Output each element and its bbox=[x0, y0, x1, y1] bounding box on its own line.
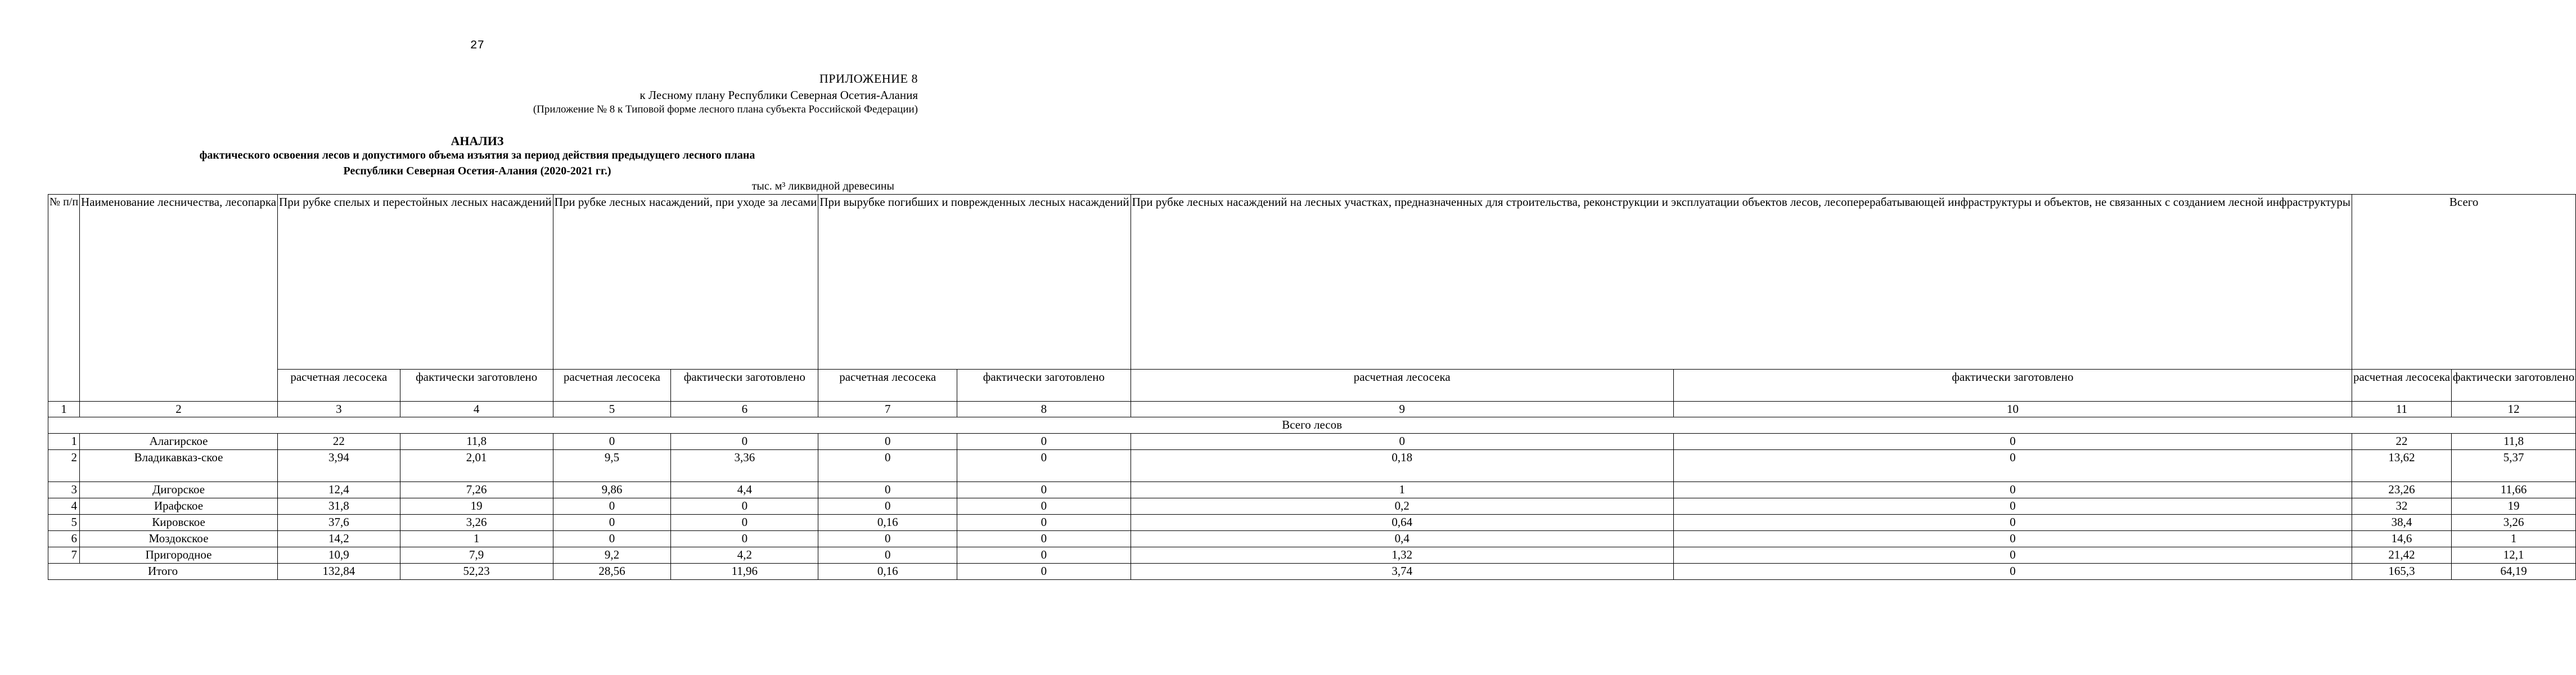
value-cell: 4,2 bbox=[671, 547, 818, 564]
value-cell: 13,62 bbox=[2352, 450, 2452, 482]
header-group-construction: При рубке лесных насаждений на лесных участках, предназначенных для строительства, реконструкции и эксплуатации объектов лесов, лесоперерабатывающей инфраструктуры и объектов, не связанных с созданием лесной инфраструктуры bbox=[1131, 195, 2352, 370]
value-cell: 37,6 bbox=[278, 515, 400, 531]
value-cell: 0 bbox=[671, 434, 818, 450]
forestry-name: Алагирское bbox=[80, 434, 278, 450]
header-calc: расчетная лесосека bbox=[1131, 370, 1673, 402]
table-row bbox=[48, 498, 2576, 515]
value-cell: 0 bbox=[818, 450, 957, 482]
column-number: 4 bbox=[400, 402, 553, 417]
value-cell: 4,4 bbox=[671, 482, 818, 498]
value-cell: 22 bbox=[2352, 434, 2452, 450]
header-num: № п/п bbox=[48, 195, 80, 402]
value-cell: 0,4 bbox=[1131, 531, 1673, 547]
total-value-cell: 0 bbox=[1673, 564, 2352, 580]
total-value-cell: 28,56 bbox=[553, 564, 671, 580]
column-number-row bbox=[48, 402, 2576, 417]
value-cell: 0 bbox=[1673, 515, 2352, 531]
total-value-cell: 52,23 bbox=[400, 564, 553, 580]
column-number: 10 bbox=[1673, 402, 2352, 417]
document-subtitle-1: фактического освоения лесов и допустимого объема изъятия за период действия предыдущего лесного плана bbox=[199, 149, 755, 161]
value-cell: 19 bbox=[400, 498, 553, 515]
header-group-damaged: При вырубке погибших и поврежденных лесных насаждений bbox=[818, 195, 1131, 370]
forestry-name: Владикавказ-ское bbox=[80, 450, 278, 482]
value-cell: 9,86 bbox=[553, 482, 671, 498]
column-number: 9 bbox=[1131, 402, 1673, 417]
column-number: 3 bbox=[278, 402, 400, 417]
header-actual: фактически заготовлено bbox=[2452, 370, 2576, 402]
value-cell: 9,2 bbox=[553, 547, 671, 564]
value-cell: 0 bbox=[1673, 498, 2352, 515]
value-cell: 7,9 bbox=[400, 547, 553, 564]
value-cell: 0,18 bbox=[1131, 450, 1673, 482]
header-actual: фактически заготовлено bbox=[957, 370, 1131, 402]
table-row bbox=[48, 515, 2576, 531]
value-cell: 0 bbox=[957, 531, 1131, 547]
value-cell: 0 bbox=[671, 498, 818, 515]
forestry-name: Кировское bbox=[80, 515, 278, 531]
page-number: 27 bbox=[470, 39, 485, 52]
value-cell: 11,66 bbox=[2452, 482, 2576, 498]
value-cell: 0,2 bbox=[1131, 498, 1673, 515]
value-cell: 0 bbox=[553, 515, 671, 531]
value-cell: 31,8 bbox=[278, 498, 400, 515]
header-group-care: При рубке лесных насаждений, при уходе за лесами bbox=[553, 195, 818, 370]
row-number: 5 bbox=[48, 515, 80, 531]
header-calc: расчетная лесосека bbox=[553, 370, 671, 402]
row-number: 4 bbox=[48, 498, 80, 515]
column-number: 8 bbox=[957, 402, 1131, 417]
forestry-name: Ирафское bbox=[80, 498, 278, 515]
total-value-cell: 0 bbox=[957, 564, 1131, 580]
value-cell: 2,01 bbox=[400, 450, 553, 482]
forestry-name: Дигорское bbox=[80, 482, 278, 498]
column-number: 6 bbox=[671, 402, 818, 417]
total-label: Итого bbox=[48, 564, 278, 580]
table-row bbox=[48, 547, 2576, 564]
total-value-cell: 11,96 bbox=[671, 564, 818, 580]
column-number: 11 bbox=[2352, 402, 2452, 417]
value-cell: 21,42 bbox=[2352, 547, 2452, 564]
value-cell: 12,4 bbox=[278, 482, 400, 498]
total-value-cell: 64,19 bbox=[2452, 564, 2576, 580]
row-number: 2 bbox=[48, 450, 80, 482]
value-cell: 0 bbox=[1673, 434, 2352, 450]
value-cell: 0 bbox=[1673, 547, 2352, 564]
document-subtitle-2: Республики Северная Осетия-Алания (2020-2021 гг.) bbox=[343, 165, 611, 177]
value-cell: 0 bbox=[671, 515, 818, 531]
value-cell: 1,32 bbox=[1131, 547, 1673, 564]
value-cell: 0 bbox=[957, 515, 1131, 531]
units-label: тыс. м³ ликвидной древесины bbox=[751, 180, 894, 192]
value-cell: 0 bbox=[818, 434, 957, 450]
total-value-cell: 3,74 bbox=[1131, 564, 1673, 580]
value-cell: 22 bbox=[278, 434, 400, 450]
value-cell: 3,94 bbox=[278, 450, 400, 482]
total-value-cell: 132,84 bbox=[278, 564, 400, 580]
value-cell: 1 bbox=[2452, 531, 2576, 547]
analysis-table bbox=[48, 194, 2576, 580]
value-cell: 14,2 bbox=[278, 531, 400, 547]
total-value-cell: 0,16 bbox=[818, 564, 957, 580]
value-cell: 0 bbox=[1673, 482, 2352, 498]
row-number: 3 bbox=[48, 482, 80, 498]
value-cell: 0 bbox=[818, 547, 957, 564]
value-cell: 3,26 bbox=[2452, 515, 2576, 531]
value-cell: 0 bbox=[1673, 531, 2352, 547]
value-cell: 0 bbox=[553, 434, 671, 450]
value-cell: 0 bbox=[818, 531, 957, 547]
row-number: 7 bbox=[48, 547, 80, 564]
row-number: 1 bbox=[48, 434, 80, 450]
value-cell: 7,26 bbox=[400, 482, 553, 498]
value-cell: 0 bbox=[818, 482, 957, 498]
value-cell: 0 bbox=[553, 498, 671, 515]
value-cell: 23,26 bbox=[2352, 482, 2452, 498]
header-calc: расчетная лесосека bbox=[278, 370, 400, 402]
value-cell: 9,5 bbox=[553, 450, 671, 482]
value-cell: 10,9 bbox=[278, 547, 400, 564]
header-actual: фактически заготовлено bbox=[400, 370, 553, 402]
value-cell: 19 bbox=[2452, 498, 2576, 515]
value-cell: 0,64 bbox=[1131, 515, 1673, 531]
header-actual: фактически заготовлено bbox=[671, 370, 818, 402]
value-cell: 3,36 bbox=[671, 450, 818, 482]
value-cell: 0,16 bbox=[818, 515, 957, 531]
total-value-cell: 165,3 bbox=[2352, 564, 2452, 580]
value-cell: 11,8 bbox=[2452, 434, 2576, 450]
appendix-line2: (Приложение № 8 к Типовой форме лесного плана субъекта Российской Федерации) bbox=[533, 104, 918, 115]
document-title: АНАЛИЗ bbox=[451, 134, 504, 148]
total-row bbox=[48, 564, 2576, 580]
appendix-title: ПРИЛОЖЕНИЕ 8 bbox=[819, 71, 918, 86]
column-number: 5 bbox=[553, 402, 671, 417]
value-cell: 0 bbox=[1673, 450, 2352, 482]
value-cell: 3,26 bbox=[400, 515, 553, 531]
header-calc: расчетная лесосека bbox=[2352, 370, 2452, 402]
column-number: 2 bbox=[80, 402, 278, 417]
table-row bbox=[48, 450, 2576, 482]
header-group-mature: При рубке спелых и перестойных лесных насаждений bbox=[278, 195, 553, 370]
value-cell: 0 bbox=[818, 498, 957, 515]
forestry-name: Пригородное bbox=[80, 547, 278, 564]
column-number: 7 bbox=[818, 402, 957, 417]
value-cell: 0 bbox=[671, 531, 818, 547]
column-number: 12 bbox=[2452, 402, 2576, 417]
appendix-line1: к Лесному плану Республики Северная Осетия-Алания bbox=[640, 88, 918, 102]
value-cell: 14,6 bbox=[2352, 531, 2452, 547]
value-cell: 0 bbox=[957, 498, 1131, 515]
section-title: Всего лесов bbox=[48, 417, 2576, 434]
header-actual: фактически заготовлено bbox=[1673, 370, 2352, 402]
value-cell: 0 bbox=[957, 434, 1131, 450]
value-cell: 0 bbox=[1131, 434, 1673, 450]
value-cell: 0 bbox=[957, 482, 1131, 498]
table-row bbox=[48, 434, 2576, 450]
value-cell: 5,37 bbox=[2452, 450, 2576, 482]
header-group-total: Всего bbox=[2352, 195, 2576, 370]
table-row bbox=[48, 531, 2576, 547]
value-cell: 1 bbox=[400, 531, 553, 547]
header-calc: расчетная лесосека bbox=[818, 370, 957, 402]
forestry-name: Моздокское bbox=[80, 531, 278, 547]
value-cell: 11,8 bbox=[400, 434, 553, 450]
column-number: 1 bbox=[48, 402, 80, 417]
value-cell: 0 bbox=[957, 547, 1131, 564]
table-row bbox=[48, 482, 2576, 498]
value-cell: 12,1 bbox=[2452, 547, 2576, 564]
value-cell: 38,4 bbox=[2352, 515, 2452, 531]
value-cell: 1 bbox=[1131, 482, 1673, 498]
value-cell: 0 bbox=[553, 531, 671, 547]
value-cell: 0 bbox=[957, 450, 1131, 482]
value-cell: 32 bbox=[2352, 498, 2452, 515]
header-name: Наименование лесничества, лесопарка bbox=[80, 195, 278, 402]
row-number: 6 bbox=[48, 531, 80, 547]
